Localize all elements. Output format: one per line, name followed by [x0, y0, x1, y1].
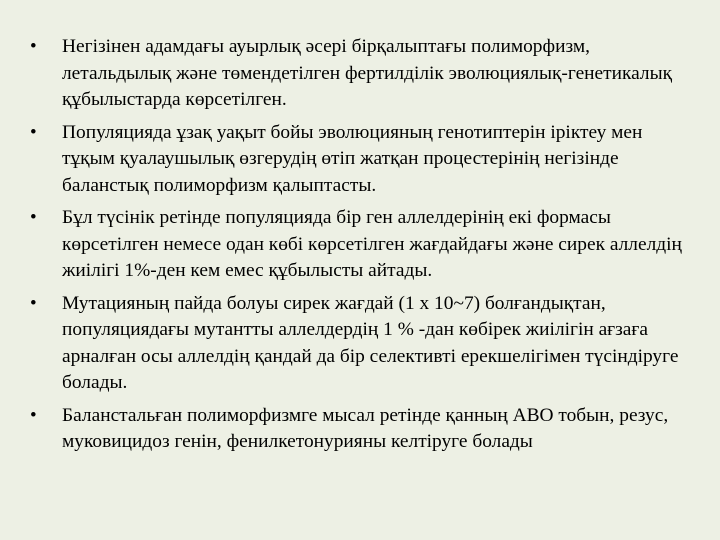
bullet-text: Бұл түсінік ретінде популяцияда бір ген аллелдерінің екі формасы көрсетілген немесе одан көбі көрсетілген жағдайдағы және сирек аллелдің жиілігі 1%-ден кем емес құбылысты айтады. [62, 207, 682, 281]
bullet-text: Мутацияның пайда болуы сирек жағдай (1 х 10~7) болғандықтан, популяциядағы мутантты аллелдердің 1 % -дан көбірек жиілігін ағзаға арналған осы аллелдің қандай да бір селективті ерекшелігімен түсіндіруге болады. [62, 292, 679, 393]
bullet-item [30, 403, 690, 456]
bullet-icon: • [30, 292, 37, 314]
bullet-icon: • [30, 404, 37, 426]
bullet-item [30, 291, 690, 397]
bullet-text: Популяцияда ұзақ уақыт бойы эволюцияның генотиптерін іріктеу мен тұқым қуалаушылық өзгерудің өтіп жатқан процестерінің негізінде баланстық полиморфизм қалыптасты. [62, 121, 643, 196]
bullet-text: Негізінен адамдағы ауырлық әсері бірқалыптағы полиморфизм, летальдылық және төмендетілген фертилділік эволюциялық-генетикалық құбылыстарда көрсетілген. [62, 36, 673, 110]
bullet-text: Баланстальған полиморфизмге мысал ретінде қанның АВО тобын, резус, муковицидоз генін, фенилкетонурияны келтіруге болады [62, 404, 669, 452]
bullet-list [30, 34, 690, 456]
bullet-icon: • [30, 36, 37, 57]
bullet-icon: • [30, 121, 37, 143]
bullet-item [30, 34, 690, 114]
bullet-icon: • [30, 207, 37, 228]
bullet-item [30, 120, 690, 200]
bullet-item [30, 205, 690, 285]
